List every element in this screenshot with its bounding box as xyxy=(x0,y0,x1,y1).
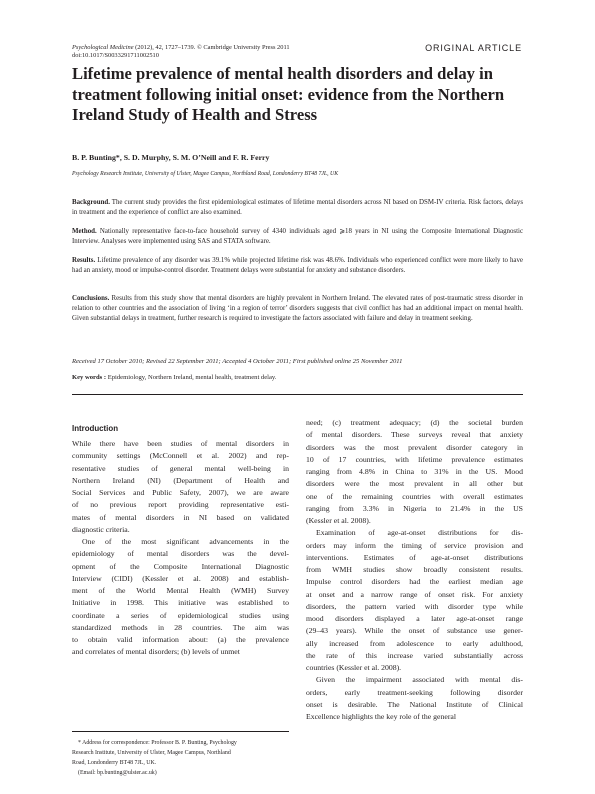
publication-history: Received 17 October 2010; Revised 22 September 2011; Accepted 4 October 2011; First published online 25 November 2011 xyxy=(72,358,403,365)
abstract-results-text: Lifetime prevalence of any disorder was 39.1% while projected lifetime risk was 48.6%. Individuals who experienced conflict were more likely to have had an anxiety, mood or impulse-control disorder. Treatment delays were substantial for anxiety and substance disorders. xyxy=(72,257,523,274)
text-line: Interview (CIDI) (Kessler et al. 2008) and establish- xyxy=(72,573,289,583)
footnote-divider xyxy=(72,731,289,732)
footnote-line: Road, Londonderry BT48 7JL, UK. xyxy=(72,759,157,766)
text-line: community settings (McConnell et al. 2002) and rep- xyxy=(72,451,289,461)
text-line: disorders, the pattern varied with disorder type while xyxy=(306,601,523,611)
abstract-method-text: Nationally representative face-to-face household survey of 4340 individuals aged ⩾18 years in NI using the Composite International Diagnostic Interview. Analyses were implemented using SAS and STATA software. xyxy=(72,228,523,245)
text-line: Initiative in 1998. This initiative was established to xyxy=(72,598,289,608)
text-line: One of the most significant advancements in the xyxy=(82,537,289,546)
abstract-background xyxy=(72,198,523,218)
text-line: interventions. Estimates of age-at-onset distributions xyxy=(306,552,523,562)
text-line: Impulse control disorders had the earliest median age xyxy=(306,577,523,587)
text-line: ranging from 3.3% in Nigeria to 21.4% in the US xyxy=(306,503,523,513)
text-line: Excellence highlights the key role of the general xyxy=(306,712,456,721)
body-column-left xyxy=(72,438,289,659)
correspondence-footnote xyxy=(72,739,289,779)
doi: doi:10.1017/S0033291711002510 xyxy=(72,52,159,59)
affiliation: Psychology Research Institute, University of Ulster, Magee Campus, Northland Road, Londonderry BT48 7JL, UK xyxy=(72,171,339,177)
text-line: Examination of age-at-onset distributions for dis- xyxy=(316,528,523,538)
footnote-line: (Email: bp.bunting@ulster.ac.uk) xyxy=(78,769,157,776)
text-line: mood disorders displayed a later age-at-onset range xyxy=(306,614,523,623)
body-column-right xyxy=(306,417,523,723)
keywords-text: Epidemiology, Northern Ireland, mental health, treatment delay. xyxy=(106,374,277,381)
text-line: to obtain valid information about: (a) the prevalence xyxy=(72,635,289,644)
text-line: 10 of 17 countries, with lifetime prevalence estimates xyxy=(306,454,523,464)
journal-name: Psychological Medicine xyxy=(72,44,134,51)
keywords xyxy=(72,374,276,381)
text-line: opment of the Composite International Diagnostic xyxy=(72,561,289,571)
text-line: Northern Ireland (NI) (Department of Health and xyxy=(72,475,289,485)
keywords-label: Key words : xyxy=(72,374,107,381)
abstract-method-label: Method. xyxy=(72,228,97,235)
text-line: epidemiology of mental disorders was the devel- xyxy=(72,549,289,559)
abstract-results xyxy=(72,256,523,276)
abstract-results-label: Results. xyxy=(72,257,96,264)
section-divider xyxy=(72,394,523,395)
text-line: from WMH studies show broadly consistent results. xyxy=(306,565,523,574)
abstract-background-text: The current study provides the first epidemiological estimates of lifetime mental disorders across NI based on DSM-IV criteria. Risk factors, delays in treatment and the experience of conflict are also examined. xyxy=(72,199,523,216)
journal-citation xyxy=(72,44,290,52)
abstract-background-label: Background. xyxy=(72,199,110,206)
text-line: and correlates of mental disorders; (b) levels of unmet xyxy=(72,647,240,657)
introduction-heading: Introduction xyxy=(72,424,119,433)
text-line: countries (Kessler et al. 2008). xyxy=(306,663,402,672)
text-line: Given the impairment associated with mental dis- xyxy=(316,675,523,685)
text-line: (29–43 years). While the onset of substance use gener- xyxy=(306,626,523,636)
text-line: coordinate a series of epidemiological studies using xyxy=(72,610,289,620)
text-line: orders, early treatment-seeking following disorder xyxy=(306,687,523,697)
text-line: ranging from 4.8% in China to 31% in the US. Mood xyxy=(306,467,523,476)
text-line: onset is desirable. The National Institute of Clinical xyxy=(306,699,523,709)
abstract-conclusions xyxy=(72,294,523,323)
author-list: B. P. Bunting*, S. D. Murphy, S. M. O’Neill and F. R. Ferry xyxy=(72,153,270,162)
text-line: While there have been studies of mental disorders in xyxy=(72,439,289,448)
text-line: at onset and a narrow range of onset risk. For anxiety xyxy=(306,589,523,599)
text-line: diagnostic criteria. xyxy=(72,524,130,534)
text-line: ment of the World Mental Health (WMH) Survey xyxy=(72,586,289,595)
text-line: mates of mental disorders in NI based on validated xyxy=(72,512,289,522)
abstract-conclusions-label: Conclusions. xyxy=(72,295,110,302)
text-line: need; (c) treatment adequacy; (d) the societal burden xyxy=(306,418,523,427)
text-line: disorders was the most prevalent disorder category in xyxy=(306,442,523,452)
text-line: resentative studies of general mental well-being in xyxy=(72,463,289,473)
footnote-line: * Address for correspondence: Professor B. P. Bunting, Psychology xyxy=(78,740,237,746)
footnote-line: Research Institute, University of Ulster, Magee Campus, Northland xyxy=(72,749,231,756)
text-line: the rate of this increase varied substantially across xyxy=(306,650,523,660)
text-line: standardized methods in 28 countries. The aim was xyxy=(72,622,289,632)
text-line: orders may inform the timing of service provision and xyxy=(306,540,523,550)
text-line: one of the remaining countries with overall estimates xyxy=(306,491,523,501)
text-line: of no previous report providing representative esti- xyxy=(72,500,289,510)
abstract-method xyxy=(72,227,523,247)
abstract-conclusions-text: Results from this study show that mental disorders are highly prevalent in Northern Ireland. The elevated rates of post-traumatic stress disorder in relation to other countries and the association of living ‘in a region of terror’ disorders suggests that civil conflict has had an additional impact on mental health. Given substantial delays in treatment, further research is required to investigate the factors associated with failure and delay in treatment seeking. xyxy=(72,295,523,322)
text-line: Social Services and Public Safety, 2007), we are aware xyxy=(72,488,289,497)
text-line: disorders were the most prevalent in all other but xyxy=(306,479,523,489)
article-title: Lifetime prevalence of mental health disorders and delay in treatment following initial onset: evidence from the Northern Ireland Study of Health and Stress xyxy=(72,64,505,124)
article-type-label: ORIGINAL ARTICLE xyxy=(425,43,522,53)
text-line: ally increased from adolescence to early adulthood, xyxy=(306,638,523,648)
journal-volume-pages: (2012), 42, 1727–1739. © Cambridge University Press 2011 xyxy=(133,44,290,51)
text-line: of mental disorders. These surveys reveal that anxiety xyxy=(306,430,523,440)
text-line: (Kessler et al. 2008). xyxy=(306,516,371,525)
